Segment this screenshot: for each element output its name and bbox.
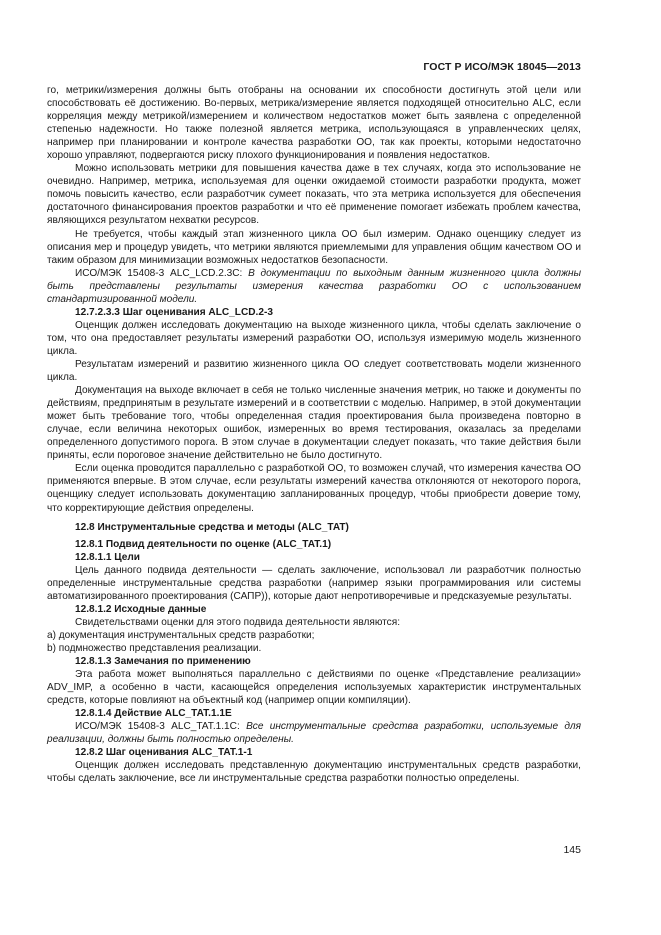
paragraph: Свидетельствами оценки для этого подвида деятельности являются: — [75, 616, 401, 628]
requirement-text: В документации по выходным данным жизненного цикла должны быть представлены результаты измерения качества разработки ОО с использованием стандартизированной модели. — [47, 267, 581, 305]
paragraph: Эта работа может выполняться параллельно с действиями по оценке «Представление реализации» ADV_IMP, а особенно в части, касающейся определения используемых характеристик инструментальных средств, которые повлияют на объектный код (например опции компиляции). — [47, 669, 581, 707]
section-heading: 12.8 Инструментальные средства и методы (ALC_TAT) — [75, 521, 349, 533]
section-heading: 12.7.2.3.3 Шаг оценивания ALC_LCD.2-3 — [75, 306, 273, 318]
requirement-reference: ИСО/МЭК 15408-3 ALC_LCD.2.3С: — [75, 267, 249, 279]
paragraph: Не требуется, чтобы каждый этап жизненного цикла ОО был измерим. Однако оценщику следует из описания мер и процедур увидеть, что метрики являются приемлемыми для управления общим качеством ОО и таким образом для минимизации возможных недостатков безопасности. — [47, 228, 581, 266]
requirement-text: Все инструментальные средства разработки, используемые для реализации, должны быть полностью определены. — [47, 721, 582, 746]
paragraph: Цель данного подвида деятельности — сделать заключение, использовал ли разработчик полностью определенные инструментальные средства разработки (например языки программирования или системы автоматизированного проектирования (САПР)), которые дают непротиворечивые и предсказуемые результаты. — [47, 564, 581, 602]
requirement-paragraph — [47, 720, 581, 746]
requirement-reference: ИСО/МЭК 15408-3 ALC_TAT.1.1С: — [75, 721, 247, 733]
paragraph: Оценщик должен исследовать представленную документацию инструментальных средств разработки, чтобы сделать заключение, все ли инструментальные средства разработки полностью определены. — [47, 760, 581, 785]
page-header-standard-title: ГОСТ Р ИСО/МЭК 18045—2013 — [423, 61, 581, 73]
paragraph: Документация на выходе включает в себя не только численные значения метрик, но также и документы по действиям, предпринятым в результате измерений и в соответствии с моделью. Например, в этой документации может быть требование того, чтобы определенная стадия проектирования была произведена повторно в случае, если величина некоторых ошибок, измеренных во время тестирования, оказалась за пределами определенного допустимого порога. В этом случае в документации следует показать, что такие действия были приняты, если пороговое значение действительно не было достигнуто. — [47, 385, 581, 462]
document-body — [47, 84, 581, 785]
requirement-paragraph — [47, 267, 581, 306]
paragraph: Если оценка проводится параллельно с разработкой ОО, то возможен случай, что измерения качества ОО применяются впервые. В этом случае, если результаты измерений качества отклоняются от некоторого порога, оценщику следует использовать документацию запланированных процедур, чтобы приобрести доверие тому, что корректирующие действия определены. — [47, 463, 581, 514]
section-heading: 12.8.1.2 Исходные данные — [75, 603, 207, 615]
section-heading: 12.8.1.4 Действие ALC_TAT.1.1E — [75, 708, 232, 720]
section-heading: 12.8.2 Шаг оценивания ALC_TAT.1-1 — [75, 747, 253, 759]
page-number: 145 — [563, 844, 581, 856]
section-heading: 12.8.1.1 Цели — [75, 551, 141, 563]
paragraph: Можно использовать метрики для повышения качества даже в тех случаях, когда это использование не очевидно. Например, метрика, используемая для оценки ожидаемой стоимости разработки продукта, может помочь повысить качество, если разработчик сумеет показать, что эта метрика используется для обеспечения достаточного финансирования проектов разработки и что её применение помогает избежать проблем качества, являющихся результатом нехватки ресурсов. — [47, 163, 581, 227]
section-heading: 12.8.1 Подвид деятельности по оценке (ALC_TAT.1) — [75, 538, 332, 550]
list-item: b) подмножество представления реализации. — [47, 642, 262, 654]
paragraph: Результатам измерений и развитию жизненного цикла ОО следует соответствовать модели жизненного цикла. — [47, 358, 581, 384]
section-heading: 12.8.1.3 Замечания по применению — [75, 656, 251, 668]
list-item: a) документация инструментальных средств разработки; — [47, 629, 315, 641]
paragraph: го, метрики/измерения должны быть отобраны на основании их способности достигнуть этой цели или способствовать её достижению. Во-первых, метрика/измерение является подходящей относительно ALC, если корреляция между метрикой/измерением и количеством недостатков может быть заявлена с определенной степенью надежности. Но также полезной является метрика, использующаяся в управленческих целях, например при планировании и контроле качества разработки ОО, так как проекты, которыми недостаточно хорошо управляют, подвергаются риску плохого функционирования и появления недостатков. — [47, 85, 581, 162]
paragraph: Оценщик должен исследовать документацию на выходе жизненного цикла, чтобы сделать заключение о том, что она предоставляет результаты измерений разработки ОО, используя измеримую модель жизненного цикла. — [47, 319, 581, 357]
